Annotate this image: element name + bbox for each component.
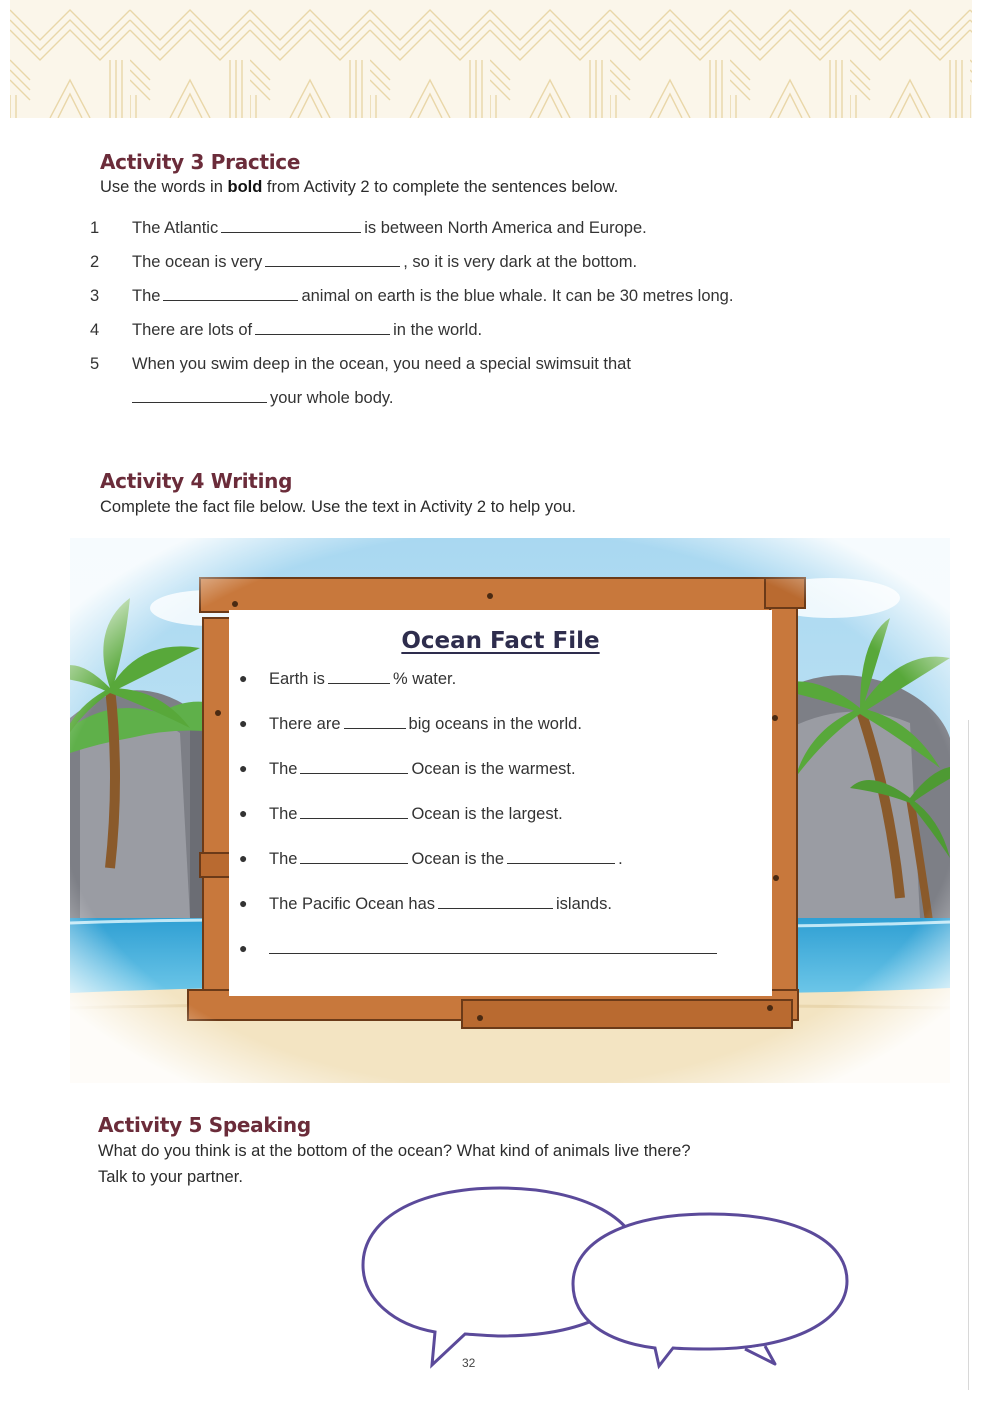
- bullet-icon: ●: [239, 670, 248, 686]
- question-text: in the world.: [393, 321, 483, 339]
- question-text: your whole body.: [270, 389, 394, 407]
- bullet-icon: ●: [239, 805, 248, 821]
- bullet-icon: ●: [239, 850, 248, 866]
- answer-blank[interactable]: [265, 250, 400, 267]
- fact-text: Ocean is the warmest.: [411, 760, 576, 778]
- activity-4-title: Activity 4 Writing: [100, 469, 293, 493]
- answer-blank[interactable]: [438, 892, 553, 909]
- question-number: 1: [90, 219, 100, 237]
- instruction-text: from Activity 2 to complete the sentences below.: [262, 178, 619, 196]
- bullet-icon: ●: [239, 895, 248, 911]
- answer-blank[interactable]: [300, 802, 408, 819]
- page-edge-line: [968, 720, 969, 1390]
- answer-blank[interactable]: [255, 318, 390, 335]
- question-text: , so it is very dark at the bottom.: [403, 253, 638, 271]
- answer-blank[interactable]: [300, 757, 408, 774]
- answer-blank[interactable]: [344, 712, 406, 729]
- fact-text: Earth is: [269, 670, 325, 688]
- fact-text: The: [269, 850, 298, 868]
- fact-text: islands.: [556, 895, 612, 913]
- instruction-bold-text: bold: [227, 178, 263, 196]
- activity-5-instruction-line-1: What do you think is at the bottom of the ocean? What kind of animals live there?: [98, 1142, 691, 1160]
- question-number: 4: [90, 321, 100, 339]
- activity-5-instruction-line-2: Talk to your partner.: [98, 1168, 243, 1186]
- answer-blank[interactable]: [221, 216, 361, 233]
- question-number: 5: [90, 355, 100, 373]
- fact-text: Ocean is the largest.: [411, 805, 563, 823]
- page-number: 32: [462, 1356, 476, 1370]
- speech-bubbles: [355, 1180, 855, 1370]
- answer-blank[interactable]: [269, 937, 717, 954]
- fact-file-panel: [229, 610, 772, 996]
- fact-text: The: [269, 760, 298, 778]
- fact-text: Ocean is the: [411, 850, 505, 868]
- question-number: 3: [90, 287, 100, 305]
- activity-3-title: Activity 3 Practice: [100, 150, 301, 174]
- decorative-banner: [10, 0, 972, 118]
- fact-text: .: [618, 850, 623, 868]
- fact-file-title: Ocean Fact File: [401, 628, 600, 654]
- question-text: When you swim deep in the ocean, you need a special swimsuit that: [132, 355, 631, 373]
- activity-5-title: Activity 5 Speaking: [98, 1113, 311, 1137]
- activity-3-instruction: [100, 178, 618, 197]
- question-text: The: [132, 287, 161, 305]
- bullet-icon: ●: [239, 760, 248, 776]
- answer-blank[interactable]: [328, 667, 390, 684]
- answer-blank[interactable]: [507, 847, 615, 864]
- bullet-icon: ●: [239, 715, 248, 731]
- fact-text: There are: [269, 715, 341, 733]
- question-text: is between North America and Europe.: [364, 219, 647, 237]
- fact-text: % water.: [392, 670, 457, 688]
- activity-4-instruction: Complete the fact file below. Use the text in Activity 2 to help you.: [100, 498, 577, 516]
- question-text: The ocean is very: [132, 253, 263, 271]
- answer-blank[interactable]: [300, 847, 408, 864]
- answer-blank[interactable]: [163, 284, 298, 301]
- bullet-icon: ●: [239, 940, 248, 956]
- fact-text: The Pacific Ocean has: [269, 895, 435, 913]
- answer-blank[interactable]: [132, 386, 267, 403]
- instruction-text: Use the words in: [100, 178, 228, 196]
- question-text: animal on earth is the blue whale. It can be 30 metres long.: [301, 287, 734, 305]
- question-number: 2: [90, 253, 100, 271]
- fact-text: big oceans in the world.: [408, 715, 582, 733]
- fact-text: The: [269, 805, 298, 823]
- speech-bubble-right[interactable]: [573, 1214, 847, 1366]
- question-text: The Atlantic: [132, 219, 219, 237]
- question-text: There are lots of: [132, 321, 253, 339]
